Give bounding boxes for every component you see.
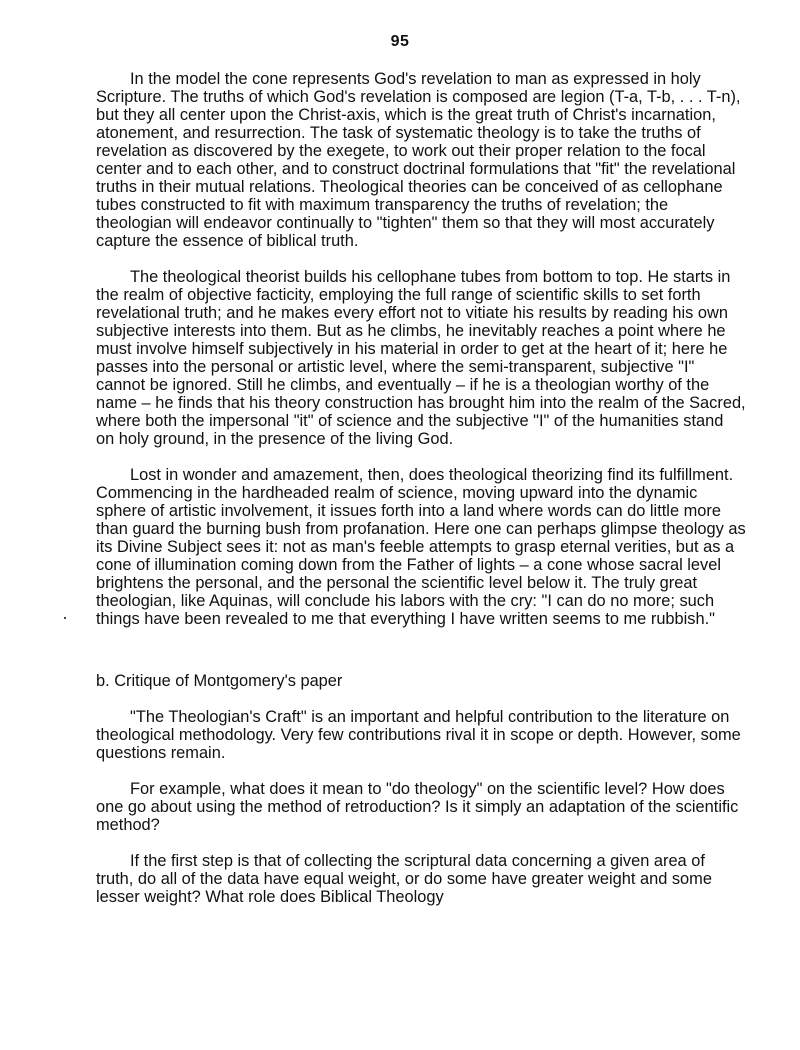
- paragraph-cone-model: In the model the cone represents God's revelation to man as expressed in holy Scripture. The truths of which God's revelation is composed are legion (T-a, T-b, . . . T-n), but they all center upon the Christ-axis, which is the great truth of Christ's incarnation, atonement, and resurrection. The task of systematic theology is to take the truths of revelation as discovered by the exegete, to work out their proper relation to the focal center and to each other, and to construct doctrinal formulations that "fit" the revelational truths in their mutual relations. Theological theories can be conceived of as cellophane tubes constructed to fit with maximum transparency the truths of revelation; the theologian will endeavor continually to "tighten" them so that they will most accurately capture the essence of biblical truth.: [96, 70, 741, 250]
- paragraph-scriptural-data: If the first step is that of collecting the scriptural data concerning a given area of truth, do all of the data have equal weight, or do some have greater weight and some lesser weight? What role does Biblical Theology: [96, 852, 712, 906]
- paragraph-theologians-craft: "The Theologian's Craft" is an important and helpful contribution to the literature on theological methodology. Very few contributions rival it in scope or depth. However, some questions remain.: [96, 708, 741, 762]
- paragraph-wonder-amazement: Lost in wonder and amazement, then, does theological theorizing find its fulfillment. Commencing in the hardheaded realm of science, moving upward into the dynamic sphere of artistic involvement, it issues forth into a land where words can do little more than guard the burning bush from profanation. Here one can perhaps glimpse theology as its Divine Subject sees it: not as man's feeble attempts to grasp eternal verities, but as a cone of illumination coming down from the Father of lights – a cone whose sacral level brightens the personal, and the personal the scientific level below it. The truly great theologian, like Aquinas, will conclude his labors with the cry: "I can do no more; such things have been revealed to me that everything I have written seems to me rubbish.": [96, 466, 746, 628]
- body-text: [96, 70, 746, 924]
- stray-mark: [64, 617, 66, 619]
- section-heading: b. Critique of Montgomery's paper: [96, 672, 343, 690]
- paragraph-theological-theorist: The theological theorist builds his cellophane tubes from bottom to top. He starts in the realm of objective facticity, employing the full range of scientific skills to set forth revelational truth; and he makes every effort not to vitiate his results by reading his own subjective interests into them. But as he climbs, he inevitably reaches a point where he must involve himself subjectively in his material in order to get at the heart of it; here he passes into the personal or artistic level, where the semi-transparent, subjective "I" cannot be ignored. Still he climbs, and eventually – if he is a theologian worthy of the name – he finds that his theory construction has brought him into the realm of the Sacred, where both the impersonal "it" of science and the subjective "I" of the humanities stand on holy ground, in the presence of the living God.: [96, 268, 746, 448]
- paragraph-scientific-level: For example, what does it mean to "do theology" on the scientific level? How does one go about using the method of retroduction? Is it simply an adaptation of the scientific method?: [96, 780, 739, 834]
- page-number: 95: [390, 33, 410, 50]
